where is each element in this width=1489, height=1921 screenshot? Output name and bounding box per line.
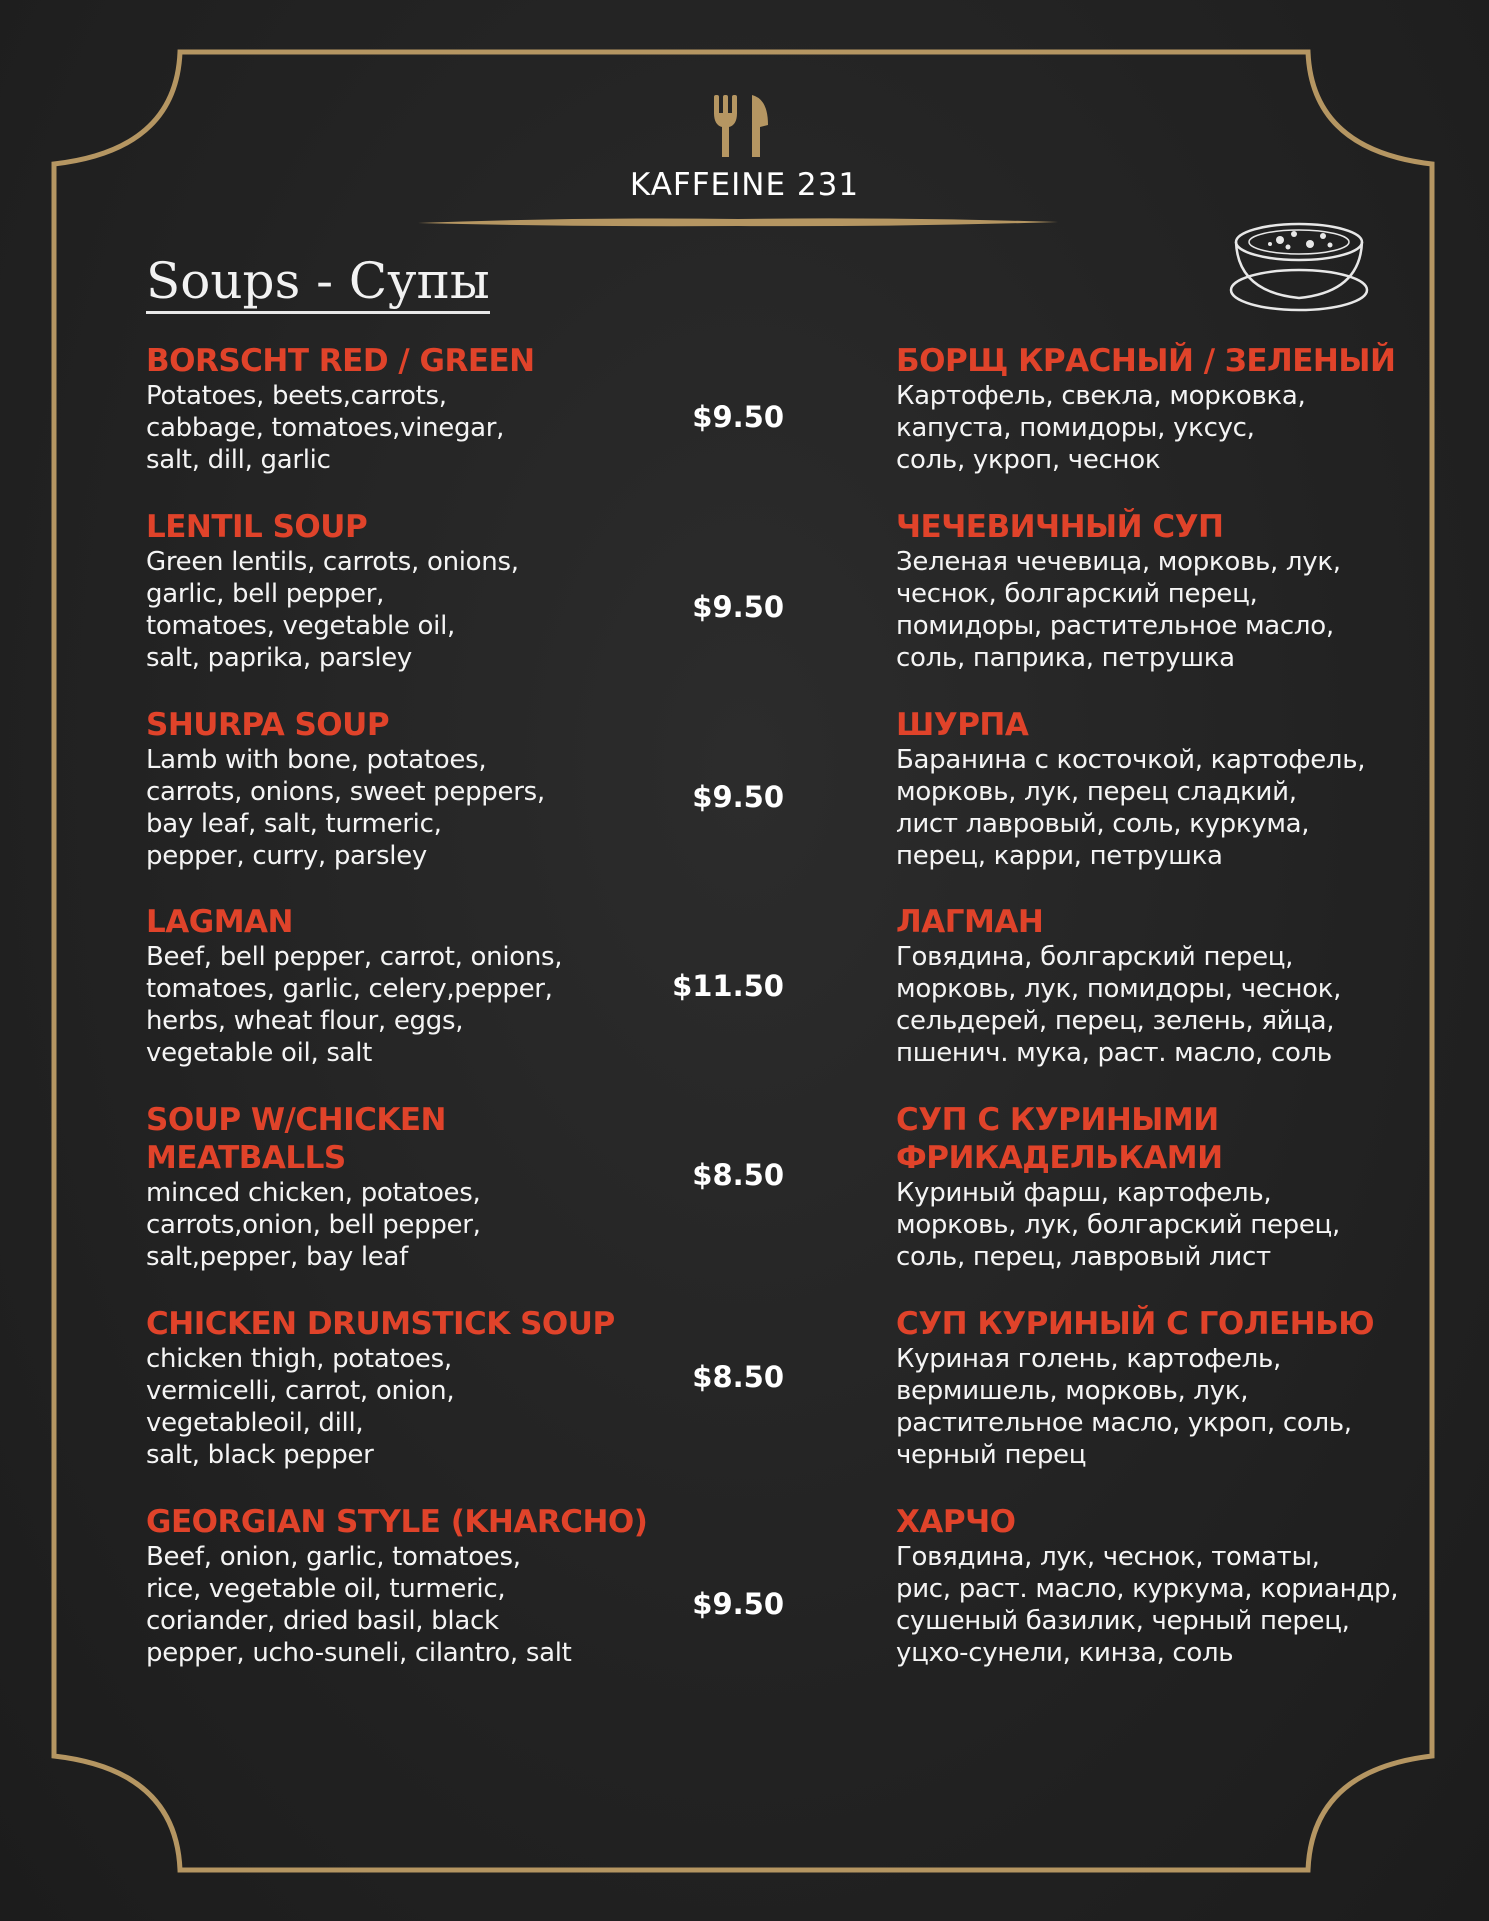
item-price: $9.50	[692, 590, 784, 624]
item-desc-en: Green lentils, carrots, onions, garlic, bell pepper, tomatoes, vegetable oil, salt, paprika, parsley	[146, 547, 519, 673]
item-name-en: LAGMAN	[146, 904, 293, 940]
item-desc-ru: Куриная голень, картофель, вермишель, морковь, лук, растительное масло, укроп, соль, черный перец	[896, 1344, 1352, 1470]
item-price: $9.50	[692, 400, 784, 434]
item-name-en: GEORGIAN STYLE (KHARCHO)	[146, 1504, 648, 1540]
item-name-en: LENTIL SOUP	[146, 509, 368, 545]
item-price: $9.50	[692, 1587, 784, 1621]
item-desc-en: Beef, bell pepper, carrot, onions, tomatoes, garlic, celery,pepper, herbs, wheat flour, eggs, vegetable oil, salt	[146, 942, 563, 1068]
menu-item-ru	[896, 1101, 1416, 1273]
item-name-en: SHURPA SOUP	[146, 707, 390, 743]
item-desc-ru: Баранина с косточкой, картофель, морковь, лук, перец сладкий, лист лавровый, соль, куркума, перец, карри, петрушка	[896, 745, 1366, 871]
item-name-ru: ШУРПА	[896, 707, 1029, 743]
restaurant-name: KAFFEINE 231	[629, 167, 860, 203]
item-desc-en: minced chicken, potatoes, carrots,onion, bell pepper, salt,pepper, bay leaf	[146, 1178, 481, 1272]
item-price: $8.50	[692, 1360, 784, 1394]
item-desc-en: Beef, onion, garlic, tomatoes, rice, vegetable oil, turmeric, coriander, dried basil, black pepper, ucho-suneli, cilantro, salt	[146, 1542, 572, 1668]
item-desc-ru: Говядина, болгарский перец, морковь, лук, помидоры, чеснок, сельдерей, перец, зелень, яйца, пшенич. мука, раст. масло, соль	[896, 942, 1342, 1068]
item-name-ru: ХАРЧО	[896, 1504, 1016, 1540]
item-name-ru: ЛАГМАН	[896, 904, 1044, 940]
item-name-en: SOUP W/CHICKEN MEATBALLS	[146, 1102, 447, 1176]
menu-item-en	[146, 1305, 666, 1471]
item-desc-en: chicken thigh, potatoes, vermicelli, carrot, onion, vegetableoil, dill, salt, black pepper	[146, 1344, 455, 1470]
menu-item-ru	[896, 706, 1416, 872]
item-name-ru: ЧЕЧЕВИЧНЫЙ СУП	[896, 509, 1224, 545]
item-desc-en: Potatoes, beets,carrots, cabbage, tomatoes,vinegar, salt, dill, garlic	[146, 381, 505, 475]
item-desc-ru: Говядина, лук, чеснок, томаты, рис, раст. масло, куркума, кориандр, сушеный базилик, черный перец, уцхо-сунели, кинза, соль	[896, 1542, 1399, 1668]
menu-item-en	[146, 508, 666, 674]
section-title: Soups - Супы	[146, 252, 490, 314]
menu-item-en	[146, 1503, 666, 1669]
menu-item-en	[146, 706, 666, 872]
item-name-ru: БОРЩ КРАСНЫЙ / ЗЕЛЕНЫЙ	[896, 343, 1396, 379]
soup-bowl-icon	[1228, 220, 1370, 316]
fork-knife-icon	[712, 95, 770, 157]
menu-item-ru	[896, 903, 1416, 1069]
item-name-en: CHICKEN DRUMSTICK SOUP	[146, 1306, 615, 1342]
item-name-ru: СУП КУРИНЫЙ С ГОЛЕНЬЮ	[896, 1306, 1375, 1342]
item-desc-ru: Картофель, свекла, морковка, капуста, помидоры, уксус, соль, укроп, чеснок	[896, 381, 1306, 475]
brush-divider	[418, 215, 1058, 229]
menu-item-ru	[896, 1503, 1416, 1669]
menu-item-en	[146, 903, 666, 1069]
menu-item-ru	[896, 342, 1416, 476]
item-desc-ru: Куриный фарш, картофель, морковь, лук, болгарский перец, соль, перец, лавровый лист	[896, 1178, 1340, 1272]
menu-item-en	[146, 1101, 666, 1273]
item-name-ru: СУП С КУРИНЫМИ ФРИКАДЕЛЬКАМИ	[896, 1102, 1223, 1176]
item-price: $11.50	[672, 969, 784, 1003]
item-price: $9.50	[692, 780, 784, 814]
menu-item-ru	[896, 508, 1416, 674]
menu-item-en	[146, 342, 666, 476]
menu-item-ru	[896, 1305, 1416, 1471]
item-desc-ru: Зеленая чечевица, морковь, лук, чеснок, болгарский перец, помидоры, растительное масло, соль, паприка, петрушка	[896, 547, 1341, 673]
item-price: $8.50	[692, 1158, 784, 1192]
item-name-en: BORSCHT RED / GREEN	[146, 343, 535, 379]
item-desc-en: Lamb with bone, potatoes, carrots, onions, sweet peppers, bay leaf, salt, turmeric, pepper, curry, parsley	[146, 745, 545, 871]
